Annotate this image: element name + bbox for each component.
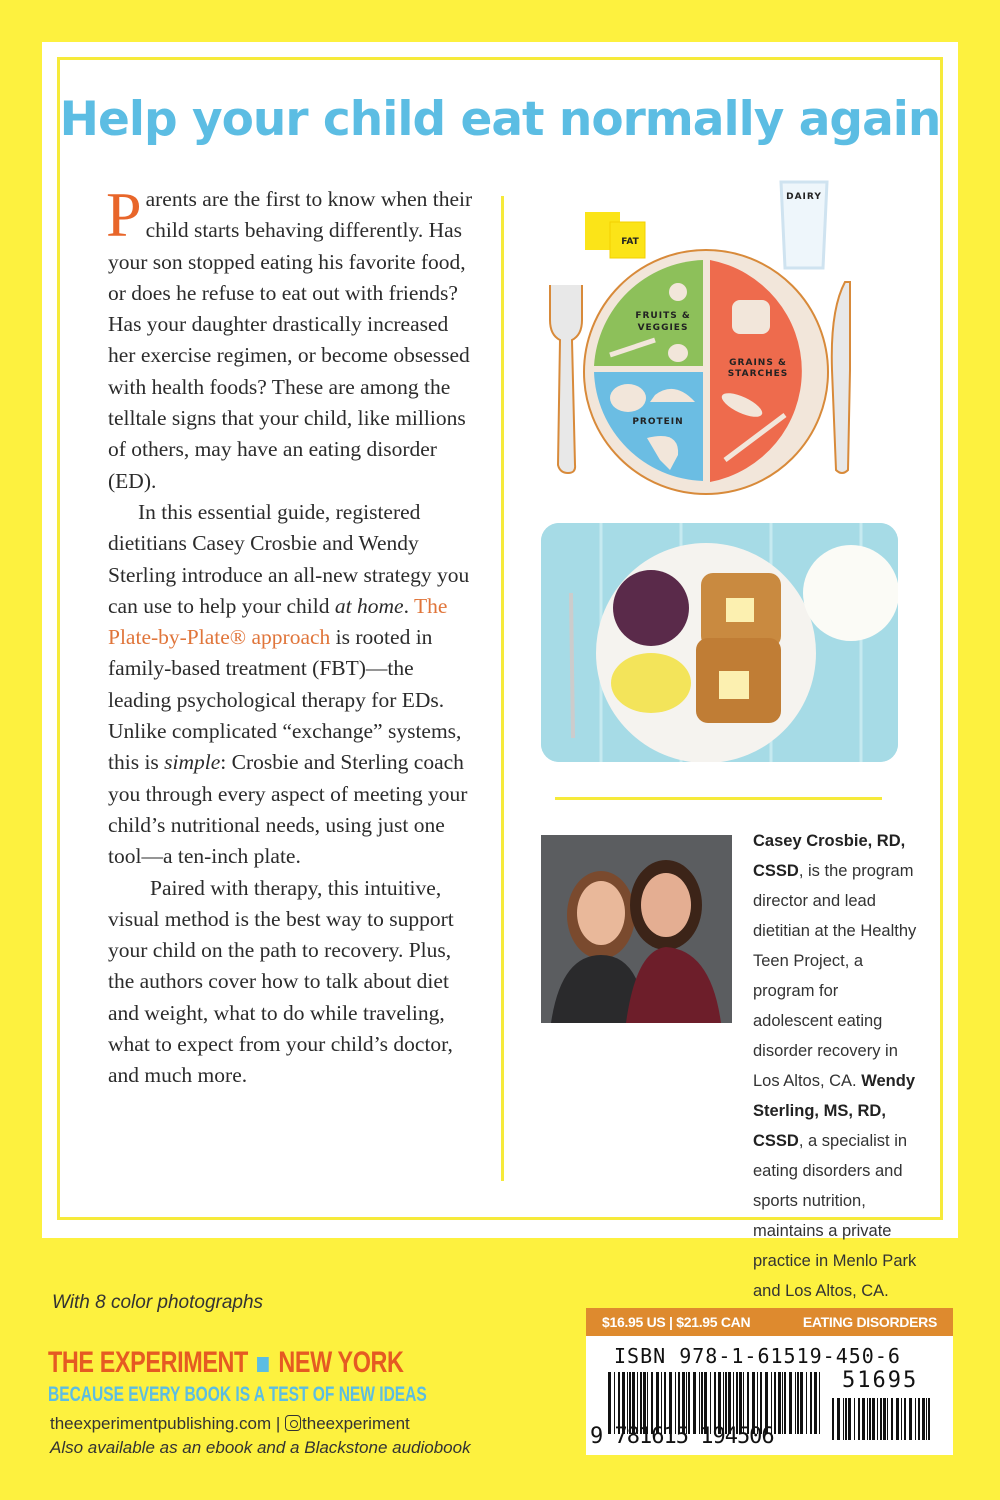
ean-number: 9 781615 194506 [590, 1424, 774, 1449]
author-name-2: Wendy Sterling, MS, RD, CSSD [753, 1072, 916, 1150]
vertical-divider [501, 196, 504, 1181]
berries [613, 570, 689, 646]
bread-icon [732, 300, 770, 334]
formats-note: Also available as an ebook and a Blackstone audiobook [50, 1438, 471, 1457]
price-bar [586, 1308, 953, 1336]
author-bio: Casey Crosbie, RD, CSSD, is the program director and lead dietitian at the Healthy Teen Project, a program for adolescent eating disorder recovery in Los Altos, CA. Wendy Sterling, MS, RD, CSSD, a specialist in eating disorders and sports nutrition, maintains a private practice in Menlo Park and Los Altos, CA. [753, 832, 917, 1300]
addon-number: 51695 [842, 1368, 919, 1393]
svg-text:GRAINS &: GRAINS & [729, 358, 787, 368]
yogurt-bowl [803, 545, 898, 641]
plate-illustration [530, 170, 870, 500]
approach-highlight: The Plate-by-Plate® approach [108, 593, 448, 650]
description [106, 179, 480, 1092]
ham-icon [610, 384, 646, 412]
paragraph-3: Paired with therapy, this intuitive, visual method is the best way to support your child on the path to recovery. Plus, the authors cover how to talk about diet and weight, what to do while traveling, what to expect from your child’s doctor, and much more. [108, 875, 454, 1088]
fork [571, 593, 573, 738]
instagram-icon [285, 1415, 301, 1431]
paragraph-2: In this essential guide, registered dietitians Casey Crosbie and Wendy Sterling introduce an all-new strategy you can use to help your child at home. The Plate-by-Plate® approach is rooted in family-based treatment (FBT)—the leading psychological therapy for EDs. Unlike complicated “exchange” systems, this is simple: Crosbie and Sterling coach you through every aspect of meeting your child’s nutritional needs, using just one tool—a ten-inch plate. [108, 499, 470, 869]
scrambled-eggs [611, 653, 691, 713]
website-link[interactable]: theexperimentpublishing.com [50, 1414, 272, 1433]
broccoli-icon [668, 344, 688, 362]
addon-barcode-icon [832, 1398, 934, 1440]
svg-text:FAT: FAT [621, 237, 639, 247]
svg-text:DAIRY: DAIRY [786, 192, 822, 202]
cover-headline: Help your child eat normally again [59, 92, 941, 147]
photos-note: With 8 color photographs [52, 1292, 264, 1313]
svg-text:FRUITS &: FRUITS & [635, 311, 691, 321]
price: $16.95 US | $21.95 CAN [602, 1314, 751, 1330]
isbn: ISBN 978-1-61519-450-6 [614, 1344, 901, 1368]
publisher-contact: theexperimentpublishing.com | theexperiment [50, 1414, 410, 1433]
publisher-tagline: BECAUSE EVERY BOOK IS A TEST OF NEW IDEAS [48, 1383, 427, 1406]
drop-cap: P [106, 179, 142, 250]
square-separator-icon [257, 1357, 269, 1372]
paragraph-1: Parents are the first to know when their child starts behaving differently. Has your son stopped eating his favorite food, or does he refuse to eat out with friends? Has your daughter drastically increased her exercise regimen, or become obsessed with health foods? These are among the telltale signs that your child, like millions of others, may have an eating disorder (ED). [106, 179, 473, 493]
fork-icon [550, 285, 582, 473]
svg-text:PROTEIN: PROTEIN [632, 417, 684, 427]
apple-icon [669, 283, 687, 301]
barcode-box [586, 1308, 953, 1455]
butter-icon [585, 212, 645, 258]
knife-icon [832, 282, 850, 473]
category: EATING DISORDERS [802, 1314, 937, 1330]
author-name-1: Casey Crosbie, RD, CSSD [753, 832, 906, 880]
instagram-handle[interactable]: theexperiment [302, 1414, 410, 1433]
svg-text:STARCHES: STARCHES [727, 369, 789, 379]
publisher-logo: THE EXPERIMENT NEW YORK [48, 1346, 404, 1379]
svg-text:VEGGIES: VEGGIES [637, 323, 689, 333]
breakfast-photo [541, 523, 898, 762]
horizontal-divider [555, 797, 882, 800]
